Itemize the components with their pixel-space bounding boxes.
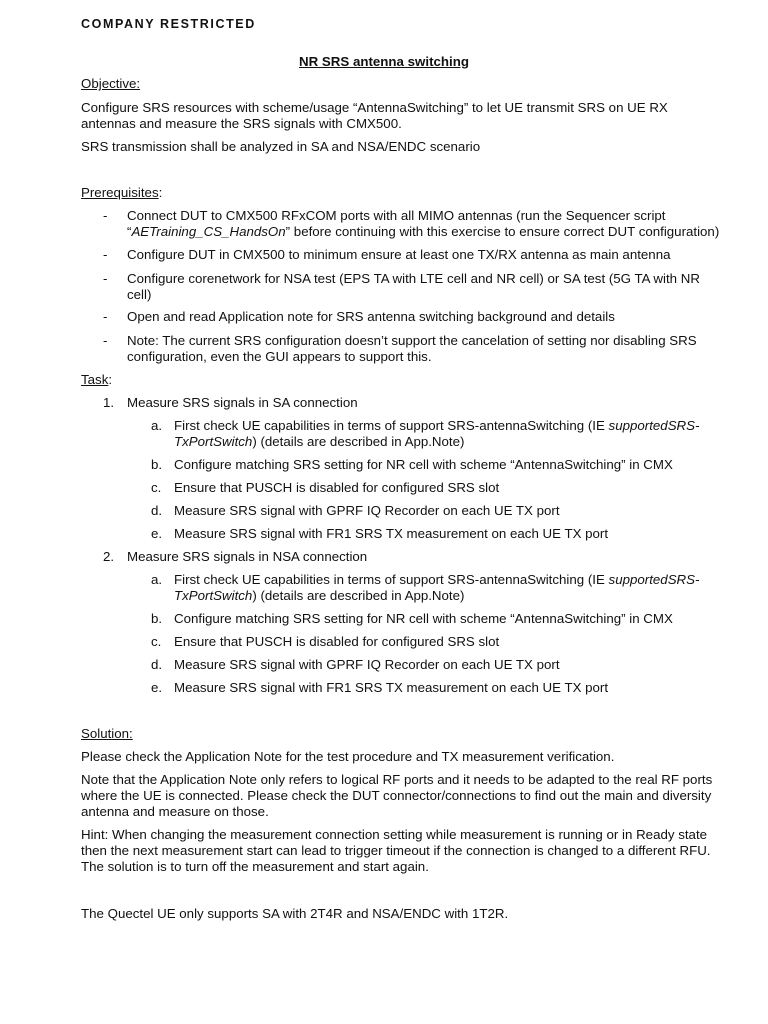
prereq-dash-3: - <box>103 271 108 286</box>
task-heading-text: Task <box>81 372 109 387</box>
prereq-dash-2: - <box>103 247 108 262</box>
prereq-item-1-rest: ” before continuing with this exercise to ensure correct DUT configuration) <box>285 224 720 239</box>
prereq-item-5 <box>127 333 727 365</box>
solution-hint-line2: then the next measurement start can lead to trigger timeout if the connection is changed to a different RFU. <box>81 843 711 858</box>
prereq-dash-5: - <box>103 333 108 348</box>
task-item-1: Measure SRS signals in SA connection <box>127 395 358 410</box>
task1-item-c: Ensure that PUSCH is disabled for configured SRS slot <box>174 480 500 495</box>
task1-item-a <box>174 418 734 450</box>
task1-label-b: b. <box>151 457 163 472</box>
prereq-item-3 <box>127 271 727 303</box>
prereq-dash-1: - <box>103 208 108 223</box>
task2-item-a-ie2: TxPortSwitch <box>174 588 253 603</box>
task1-item-a-post: ) (details are described in App.Note) <box>252 434 465 449</box>
document-title: NR SRS antenna switching <box>299 54 469 69</box>
objective-paragraph-2: SRS transmission shall be analyzed in SA and NSA/ENDC scenario <box>81 139 481 154</box>
task1-label-c: c. <box>151 480 162 495</box>
task1-item-a-ie1: supportedSRS- <box>608 418 700 433</box>
solution-heading: Solution: <box>81 726 133 741</box>
prereq-item-2: Configure DUT in CMX500 to minimum ensure at least one TX/RX antenna as main antenna <box>127 247 671 262</box>
task-number-1: 1. <box>103 395 115 410</box>
task1-label-e: e. <box>151 526 163 541</box>
prerequisites-heading-text: Prerequisites <box>81 185 159 200</box>
solution-hint-line1: Hint: When changing the measurement connection setting while measurement is running or in Ready state <box>81 827 708 842</box>
prereq-dash-4: - <box>103 309 108 324</box>
prereq-item-3-line1: Configure corenetwork for NSA test (EPS TA with LTE cell and NR cell) or SA test (5G TA with NR <box>127 271 700 286</box>
task2-item-a-line1 <box>174 572 734 588</box>
objective-paragraph-1 <box>81 100 721 132</box>
objective-p1-line2: antennas and measure the SRS signals with CMX500. <box>81 116 402 131</box>
objective-heading: Objective: <box>81 76 141 91</box>
task1-item-a-pre: First check UE capabilities in terms of support SRS-antennaSwitching (IE <box>174 418 609 433</box>
task-item-2: Measure SRS signals in NSA connection <box>127 549 368 564</box>
task-heading <box>81 372 721 388</box>
prereq-item-5-line2: configuration, even the GUI appears to support this. <box>127 349 432 364</box>
task1-item-a-ie2: TxPortSwitch <box>174 434 253 449</box>
solution-p2-line1: Note that the Application Note only refers to logical RF ports and it needs to be adapted to the real RF ports <box>81 772 713 787</box>
task1-label-a: a. <box>151 418 163 433</box>
task-number-2: 2. <box>103 549 115 564</box>
task2-item-d: Measure SRS signal with GPRF IQ Recorder on each UE TX port <box>174 657 560 672</box>
task2-item-c: Ensure that PUSCH is disabled for configured SRS slot <box>174 634 500 649</box>
task1-item-a-line2 <box>174 434 734 450</box>
task2-label-b: b. <box>151 611 163 626</box>
prereq-item-1-line1: Connect DUT to CMX500 RFxCOM ports with all MIMO antennas (run the Sequencer script <box>127 208 666 223</box>
task1-item-a-line1 <box>174 418 734 434</box>
solution-p2-line2: where the UE is connected. Please check the DUT connector/connections to find out the main and diversity <box>81 788 712 803</box>
solution-ue-note: The Quectel UE only supports SA with 2T4R and NSA/ENDC with 1T2R. <box>81 906 509 921</box>
task-colon: : <box>108 372 113 387</box>
prerequisites-heading <box>81 185 721 201</box>
task2-label-c: c. <box>151 634 162 649</box>
task2-item-e: Measure SRS signal with FR1 SRS TX measurement on each UE TX port <box>174 680 609 695</box>
objective-p1-line1: Configure SRS resources with scheme/usage “AntennaSwitching” to let UE transmit SRS on UE RX <box>81 100 668 115</box>
task2-item-b: Configure matching SRS setting for NR cell with scheme “AntennaSwitching” in CMX <box>174 611 673 626</box>
prereq-item-5-line1: Note: The current SRS configuration doesn’t support the cancelation of setting nor disabling SRS <box>127 333 697 348</box>
prereq-item-3-line2: cell) <box>127 287 152 302</box>
task2-label-d: d. <box>151 657 163 672</box>
prerequisites-colon: : <box>158 185 163 200</box>
task1-label-d: d. <box>151 503 163 518</box>
solution-paragraph-2 <box>81 772 721 820</box>
task2-item-a <box>174 572 734 604</box>
solution-hint <box>81 827 721 875</box>
task1-item-d: Measure SRS signal with GPRF IQ Recorder on each UE TX port <box>174 503 560 518</box>
task2-item-a-pre: First check UE capabilities in terms of support SRS-antennaSwitching (IE <box>174 572 609 587</box>
prereq-item-1-script: AETraining_CS_HandsOn <box>131 224 286 239</box>
prereq-item-1-line2 <box>127 224 727 240</box>
prereq-item-4: Open and read Application note for SRS antenna switching background and details <box>127 309 615 324</box>
task2-label-e: e. <box>151 680 163 695</box>
task1-item-b: Configure matching SRS setting for NR cell with scheme “AntennaSwitching” in CMX <box>174 457 673 472</box>
solution-hint-line3: The solution is to turn off the measurement and start again. <box>81 859 429 874</box>
task2-item-a-post: ) (details are described in App.Note) <box>252 588 465 603</box>
solution-paragraph-1: Please check the Application Note for the test procedure and TX measurement verification. <box>81 749 615 764</box>
solution-p2-line3: antenna and measure on those. <box>81 804 269 819</box>
restricted-label: COMPANY RESTRICTED <box>81 17 256 31</box>
task1-item-e: Measure SRS signal with FR1 SRS TX measurement on each UE TX port <box>174 526 609 541</box>
prereq-item-1 <box>127 208 727 240</box>
task2-item-a-line2 <box>174 588 734 604</box>
task2-label-a: a. <box>151 572 163 587</box>
prereq-item-1-quote: “ <box>127 224 132 239</box>
task2-item-a-ie1: supportedSRS- <box>608 572 700 587</box>
